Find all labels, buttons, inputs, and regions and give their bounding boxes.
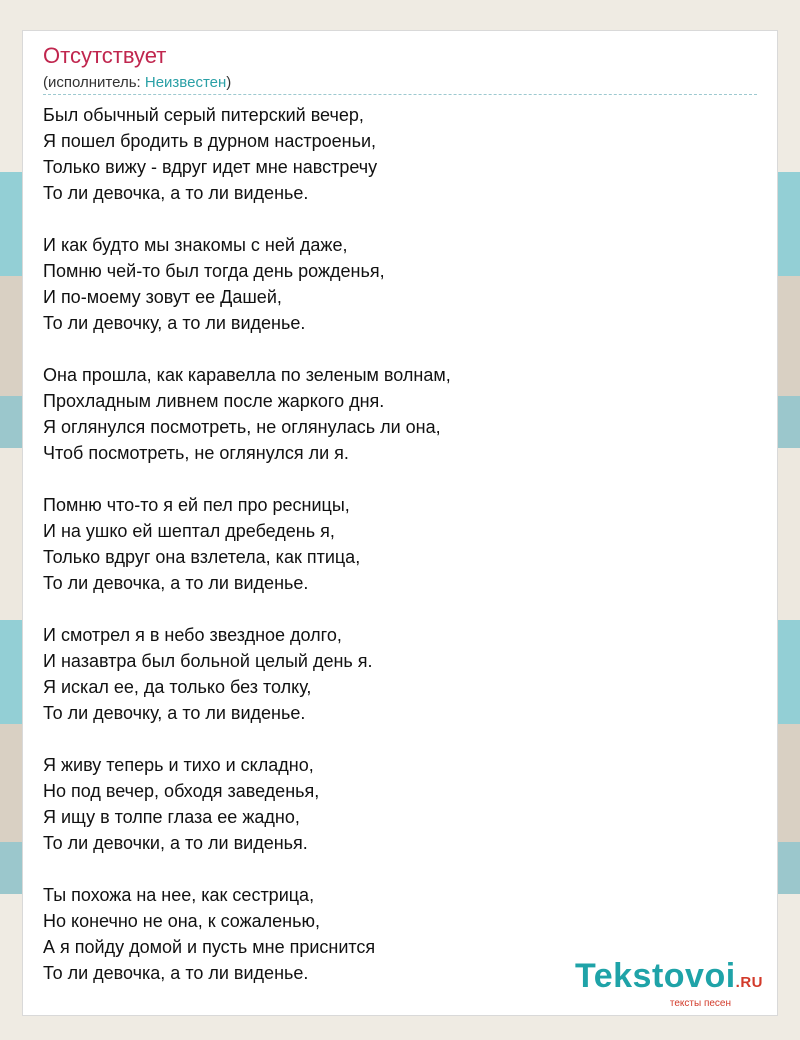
artist-line xyxy=(43,74,231,91)
lyric-line: А я пойду домой и пусть мне приснится xyxy=(43,937,376,957)
lyric-line: Я ищу в толпе глаза ее жадно, xyxy=(43,807,300,827)
stanza xyxy=(43,752,743,856)
lyric-line: И смотрел я в небо звездное долго, xyxy=(43,625,342,645)
artist-prefix: (исполнитель: xyxy=(43,74,145,91)
logo-name: Tekstovoi xyxy=(574,957,736,995)
logo-tagline: тексты песен xyxy=(669,998,731,1009)
site-logo[interactable] xyxy=(575,959,763,1009)
logo-domain: .RU xyxy=(735,974,763,991)
lyric-line: И как будто мы знакомы с ней даже, xyxy=(43,235,348,255)
lyric-line: То ли девочку, а то ли виденье. xyxy=(43,313,306,333)
lyric-line: То ли девочку, а то ли виденье. xyxy=(43,703,306,723)
lyric-line: Она прошла, как каравелла по зеленым волнам, xyxy=(43,365,451,385)
lyric-line: То ли девочка, а то ли виденье. xyxy=(43,963,309,983)
stanza xyxy=(43,492,743,596)
lyric-line: Был обычный серый питерский вечер, xyxy=(43,105,364,125)
stanza xyxy=(43,102,743,206)
lyric-line: Я искал ее, да только без толку, xyxy=(43,677,312,697)
lyric-line: И по-моему зовут ее Дашей, xyxy=(43,287,282,307)
song-title: Отсутствует xyxy=(43,43,167,68)
lyric-line: Помню что-то я ей пел про ресницы, xyxy=(43,495,350,515)
lyric-line: Но конечно не она, к сожаленью, xyxy=(43,911,320,931)
lyric-line: То ли девочка, а то ли виденье. xyxy=(43,183,309,203)
lyric-line: И на ушко ей шептал дребедень я, xyxy=(43,521,335,541)
lyric-line: То ли девочка, а то ли виденье. xyxy=(43,573,309,593)
dashed-divider xyxy=(43,94,757,95)
artist-link[interactable]: Неизвестен xyxy=(144,74,227,91)
lyric-line: Прохладным ливнем после жаркого дня. xyxy=(43,391,385,411)
lyric-line: То ли девочки, а то ли виденья. xyxy=(43,833,308,853)
lyric-line: Ты похожа на нее, как сестрица, xyxy=(43,885,315,905)
lyric-line: Только вдруг она взлетела, как птица, xyxy=(43,547,361,567)
lyric-line: Я пошел бродить в дурном настроеньи, xyxy=(43,131,377,151)
lyric-line: Помню чей-то был тогда день рожденья, xyxy=(43,261,385,281)
artist-suffix: ) xyxy=(226,74,232,91)
lyric-line: Я живу теперь и тихо и складно, xyxy=(43,755,314,775)
lyric-line: Но под вечер, обходя заведенья, xyxy=(43,781,320,801)
lyric-line: Я оглянулся посмотреть, не оглянулась ли она, xyxy=(43,417,441,437)
lyric-line: И назавтра был больной целый день я. xyxy=(43,651,373,671)
lyric-line: Только вижу - вдруг идет мне навстречу xyxy=(43,157,378,177)
stanza xyxy=(43,232,743,336)
lyrics-body xyxy=(43,102,743,1012)
stanza xyxy=(43,622,743,726)
stanza xyxy=(43,362,743,466)
lyrics-card xyxy=(22,30,778,1016)
lyric-line: Чтоб посмотреть, не оглянулся ли я. xyxy=(43,443,349,463)
